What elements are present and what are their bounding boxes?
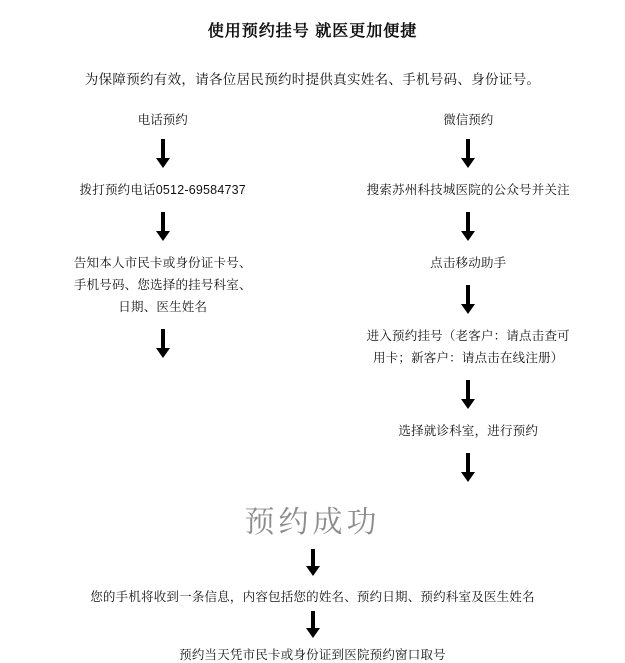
wechat-booking-heading: 微信预约 <box>316 110 622 128</box>
page-subtitle: 为保障预约有效，请各位居民预约时提供真实姓名、手机号码、身份证号。 <box>0 68 625 88</box>
wechat-step-1: 搜索苏州科技城医院的公众号并关注 <box>316 179 622 201</box>
flowchart-page <box>0 18 625 619</box>
page-title: 使用预约挂号 就医更加便捷 <box>0 18 625 41</box>
phone-step-1: 拨打预约电话0512-69584737 <box>10 179 316 201</box>
phone-step-2-line-3: 日期、医生姓名 <box>10 296 316 318</box>
result-sms-note: 您的手机将收到一条信息，内容包括您的姓名、预约日期、预约科室及医生姓名 <box>0 587 625 605</box>
wechat-step-3-line-1: 进入预约挂号（老客户：请点击查可 <box>316 325 622 347</box>
arrow-down-icon <box>316 380 622 410</box>
result-label: 预约成功 <box>0 497 625 541</box>
arrow-down-icon <box>10 139 316 169</box>
phone-booking-heading: 电话预约 <box>10 110 316 128</box>
wechat-step-2: 点击移动助手 <box>316 252 622 274</box>
phone-step-2-line-2: 手机号码、您选择的挂号科室、 <box>10 274 316 296</box>
booking-columns <box>0 110 625 483</box>
arrow-down-icon <box>316 453 622 483</box>
arrow-down-icon <box>0 549 625 577</box>
arrow-down-icon <box>316 212 622 242</box>
arrow-down-icon <box>316 139 622 169</box>
result-section <box>0 497 625 663</box>
phone-step-2-line-1: 告知本人市民卡或身份证卡号、 <box>10 252 316 274</box>
phone-booking-column <box>0 110 316 483</box>
wechat-step-3-line-2: 用卡；新客户：请点击在线注册） <box>316 347 622 369</box>
arrow-down-icon <box>316 285 622 315</box>
arrow-down-icon <box>10 329 316 359</box>
arrow-down-icon <box>0 611 625 639</box>
arrow-down-icon <box>10 212 316 242</box>
wechat-booking-column <box>316 110 625 483</box>
result-pickup-note: 预约当天凭市民卡或身份证到医院预约窗口取号 <box>0 645 625 663</box>
wechat-step-4: 选择就诊科室，进行预约 <box>316 420 622 442</box>
